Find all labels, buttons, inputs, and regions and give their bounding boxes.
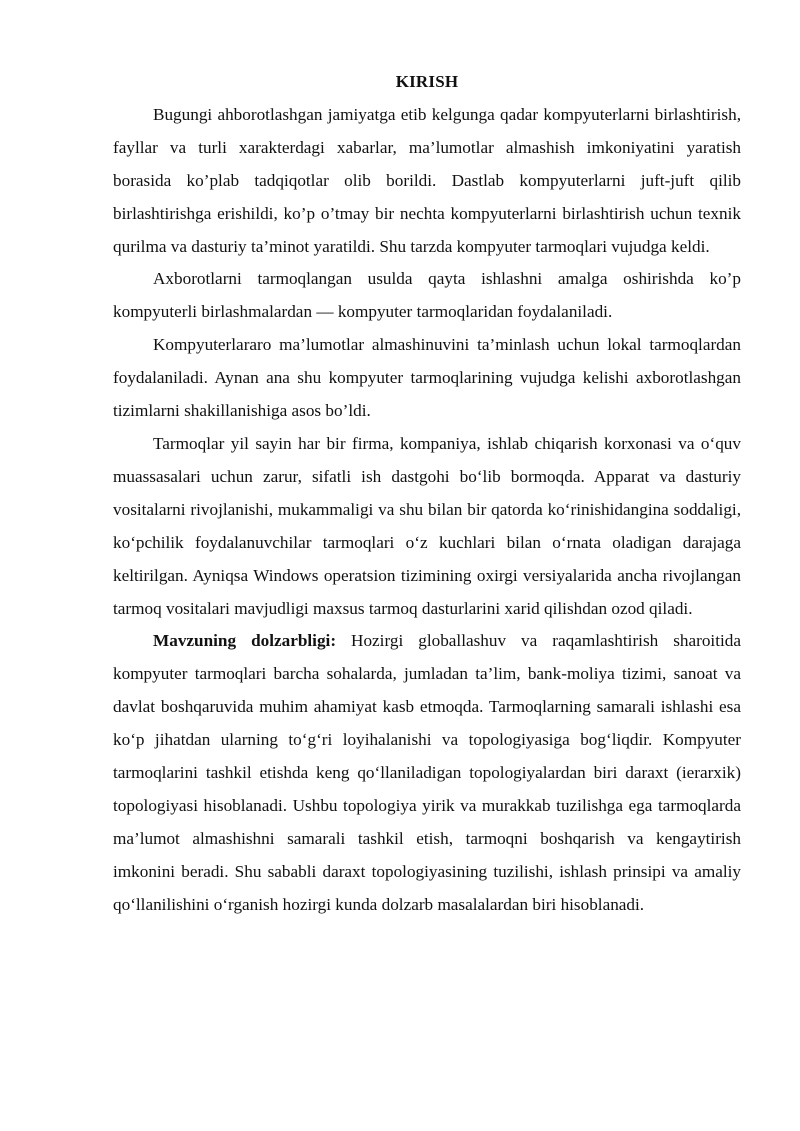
section-title: KIRISH bbox=[395, 72, 459, 91]
paragraph-relevance bbox=[113, 625, 741, 921]
paragraph-network-growth: Tarmoqlar yil sayin har bir firma, kompaniya, ishlab chiqarish korxonasi va o‘quv muassasalari uchun zarur, sifatli ish dastgohi bo‘lib bormoqda. Apparat va dasturiy vositalarni rivojlanishi, mukammaligi va shu bilan bir qatorda ko‘rinishidangina soddaligi, ko‘pchilik foydalanuvchilar tarmoqlari o‘z kuchlari bilan o‘rnata oladigan darajaga keltirilgan. Ayniqsa Windows operatsion tizimining oxirgi versiyalarida ancha rivojlangan tarmoq vositalari mavjudligi maxsus tarmoq dasturlarini xarid qilishdan ozod qiladi. bbox=[113, 433, 741, 618]
relevance-label: Mavzuning dolzarbligi: bbox=[153, 631, 337, 651]
relevance-text: Hozirgi globallashuv va raqamlashtirish sharoitida kompyuter tarmoqlari barcha sohalarda, jumladan ta’lim, bank-moliya tizimi, sanoat va davlat boshqaruvida muhim ahamiyat kasb etmoqda. Tarmoqlarning samarali ishlashi esa ko‘p jihatdan ularning to‘g‘ri loyihalanishi va topologiyasiga bog‘liqdir. Kompyuter tarmoqlarini tashkil etishda keng qo‘llaniladigan topologiyalardan biri daraxt (ierarxik) topologiyasi hisoblanadi. Ushbu topologiya yirik va murakkab tuzilishga ega tarmoqlarda ma’lumot almashishni samarali tashkil etish, tarmoqni boshqarish va kengaytirish imkonini beradi. Shu sababli daraxt topologiyasining tuzilishi, ishlash prinsipi va amaliy qo‘llanilishini o‘rganish hozirgi kunda dolzarb masalalardan biri hisoblanadi. bbox=[113, 631, 741, 914]
paragraph-local-networks: Kompyuterlararo ma’lumotlar almashinuvini ta’minlash uchun lokal tarmoqlardan foydalaniladi. Aynan ana shu kompyuter tarmoqlarining vujudga kelishi axborotlashgan tizimlarni shakillanishiga asos bo’ldi. bbox=[113, 335, 741, 421]
document-page bbox=[113, 66, 741, 922]
paragraph-intro: Bugungi ahborotlashgan jamiyatga etib kelgunga qadar kompyuterlarni birlashtirish, fayllar va turli xarakterdagi xabarlar, ma’lumotlar almashish imkoniyatini yaratish borasida ko’plab tadqiqotlar olib borildi. Dastlab kompyuterlarni juft-juft qilib birlashtirishga erishildi, ko’p o’tmay bir nechta kompyuterlarni birlashtirish uchun texnik qurilma va dasturiy ta’minot yaratildi. Shu tarzda kompyuter tarmoqlari vujudga keldi. bbox=[113, 104, 741, 256]
paragraph-distributed-processing: Axborotlarni tarmoqlangan usulda qayta ishlashni amalga oshirishda ko’p kompyuterli birlashmalardan — kompyuter tarmoqlaridan foydalaniladi. bbox=[113, 269, 741, 322]
